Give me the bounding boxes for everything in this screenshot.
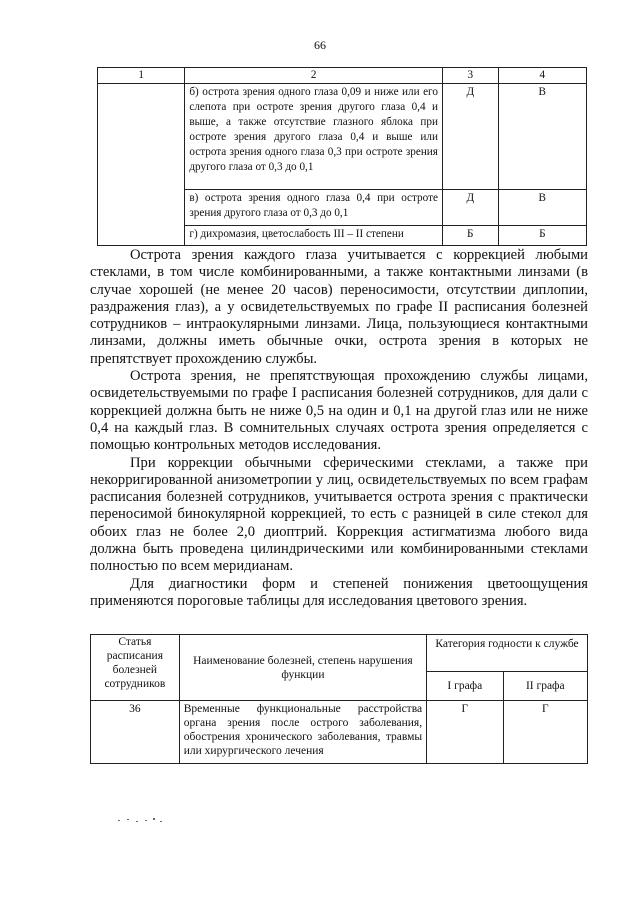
column-number: 2 <box>185 68 443 84</box>
disease-table <box>90 634 588 764</box>
column-number: 3 <box>442 68 498 84</box>
scan-artifacts <box>118 817 178 825</box>
column-number: 4 <box>498 68 586 84</box>
column-number-row <box>98 68 587 84</box>
condition-text: б) острота зрения одного глаза 0,09 и ниже или его слепота при остроте зрения другого глаза 0,4 и выше, а также отсутствие глазного яблока при остроте зрения другого глаза 0,4 и выше или острота зрения одного глаза 0,3 при остроте зрения другого глаза от 0,3 до 0,1 <box>185 84 443 190</box>
disease-description: Временные функциональные расстройства органа зрения после острого заболевания, обострения хронического заболевания, травмы или хирургического лечения <box>179 701 426 764</box>
header-graph-2: II графа <box>503 672 587 701</box>
condition-text: в) острота зрения одного глаза 0,4 при остроте зрения другого глаза от 0,3 до 0,1 <box>185 190 443 226</box>
paragraph: Для диагностики форм и степеней понижения цветоощущения применяются пороговые таблицы для исследования цветового зрения. <box>90 575 588 609</box>
continuation-table <box>97 67 587 246</box>
article-cell-empty <box>98 84 185 246</box>
category-graph-2: В <box>498 190 586 226</box>
table-row <box>98 84 587 190</box>
category-graph-2: В <box>498 84 586 190</box>
table-row <box>91 701 588 764</box>
header-disease-name: Наименование болезней, степень нарушения функции <box>179 635 426 701</box>
condition-text: г) дихромазия, цветослабость III – II степени <box>185 226 443 246</box>
paragraph: При коррекции обычными сферическими стеклами, а также при некорригированной анизометропии у лиц, освидетельствуемых по всем графам расписания болезней сотрудников, учитывается острота зрения с практически переносимой бинокулярной коррекцией, то есть с разницей в силе стекол для обоих глаз не более 2,0 диоптрий. Коррекция астигматизма любого вида должна быть проведена цилиндрическими или комбинированными стеклами полностью по всем меридианам. <box>90 454 588 575</box>
body-text <box>90 247 588 610</box>
paragraph: Острота зрения каждого глаза учитывается с коррекцией любыми стеклами, в том числе комбинированными, а также контактными линзами (в случае хорошей (не менее 20 часов) переносимости, отсутствии диплопии, раздражения глаз), а у освидетельствуемых по графе II расписания болезней сотрудников – интраокулярными линзами. Лица, пользующиеся контактными линзами, должны иметь обычные очки, острота зрения в которых не препятствует прохождению службы. <box>90 247 588 367</box>
column-number: 1 <box>98 68 185 84</box>
article-number: 36 <box>91 701 180 764</box>
header-graph-1: I графа <box>427 672 503 701</box>
header-category: Категория годности к службе <box>427 635 588 672</box>
category-graph-1: Б <box>442 226 498 246</box>
category-graph-2: Б <box>498 226 586 246</box>
category-graph-1: Д <box>442 84 498 190</box>
category-graph-1: Г <box>427 701 503 764</box>
page-number: 66 <box>314 38 326 52</box>
category-graph-2: Г <box>503 701 587 764</box>
header-row <box>91 635 588 672</box>
category-graph-1: Д <box>442 190 498 226</box>
header-article: Статья расписания болезней сотрудников <box>91 635 180 701</box>
paragraph: Острота зрения, не препятствующая прохождению службы лицами, освидетельствуемыми по графе I расписания болезней сотрудников, для дали с коррекцией должна быть не ниже 0,5 на один и 0,1 на другой глаз или не ниже 0,4 на каждый глаз. В сомнительных случаях острота зрения определяется с помощью контрольных методов исследования. <box>90 368 588 454</box>
